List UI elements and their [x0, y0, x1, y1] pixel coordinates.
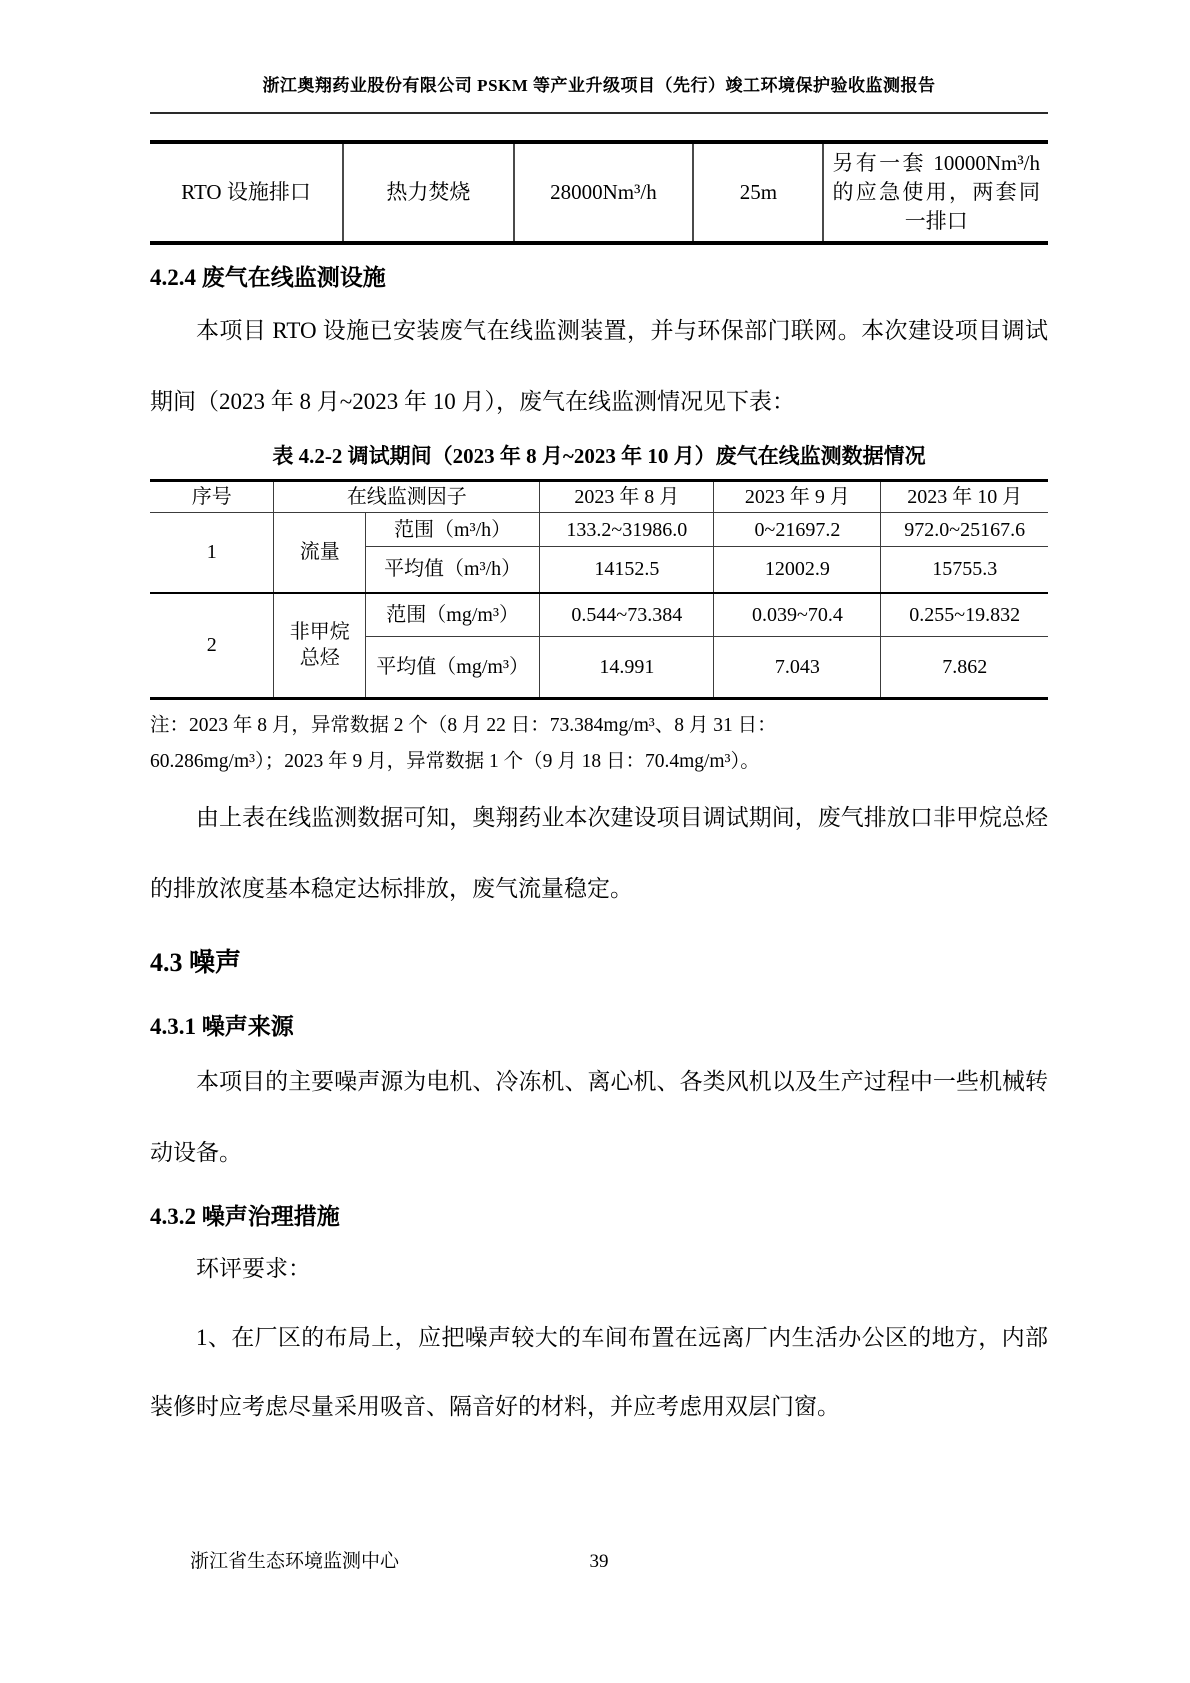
table-note-line: 60.286mg/m³）；2023 年 9 月，异常数据 1 个（9 月 18 日：70.4mg/m³）。	[150, 751, 760, 772]
eia-requirement-intro: 环评要求：	[196, 1256, 311, 1281]
value-oct-cell: 7.862	[881, 637, 1048, 699]
page-footer	[150, 1549, 1048, 1575]
footer-page-number: 39	[589, 1551, 609, 1572]
value-aug-cell: 0.544~73.384	[540, 593, 714, 637]
flowrate-cell: 28000Nm³/h	[514, 142, 694, 243]
section-heading-4-3-1: 4.3.1 噪声来源	[150, 1014, 294, 1039]
metric-label-cell: 平均值（m³/h）	[366, 547, 540, 593]
col-header-sep: 2023 年 9 月	[714, 481, 881, 513]
value-sep-cell: 12002.9	[714, 547, 881, 593]
metric-label-cell: 范围（mg/m³）	[366, 593, 540, 637]
analysis-paragraph: 由上表在线监测数据可知，奥翔药业本次建设项目调试期间，废气排放口非甲烷总烃的排放浓度基本稳定达标排放，废气流量稳定。	[150, 805, 1048, 901]
table-row	[150, 142, 1048, 243]
table-row	[150, 593, 1048, 637]
value-aug-cell: 14152.5	[540, 547, 714, 593]
treatment-cell: 热力焚烧	[343, 142, 514, 243]
value-sep-cell: 7.043	[714, 637, 881, 699]
stack-height-cell: 25m	[693, 142, 823, 243]
section-4-3-1-paragraph: 本项目的主要噪声源为电机、冷冻机、离心机、各类风机以及生产过程中一些机械转动设备。	[150, 1069, 1048, 1165]
table-note-line: 注：2023 年 8 月，异常数据 2 个（8 月 22 日：73.384mg/m³、8 月 31 日：	[150, 715, 777, 736]
value-sep-cell: 0.039~70.4	[714, 593, 881, 637]
outlet-continuation-table	[150, 140, 1048, 245]
footer-institution: 浙江省生态环境监测中心	[190, 1551, 400, 1572]
outlet-name-cell: RTO 设施排口	[181, 180, 311, 204]
eia-requirement-item-1: 1、在厂区的布局上，应把噪声较大的车间布置在远离厂内生活办公区的地方，内部装修时应考虑尽量采用吸音、隔音好的材料，并应考虑用双层门窗。	[150, 1325, 1048, 1419]
table-caption: 表 4.2-2 调试期间（2023 年 8 月~2023 年 10 月）废气在线监测数据情况	[272, 444, 926, 468]
value-aug-cell: 14.991	[540, 637, 714, 699]
value-aug-cell: 133.2~31986.0	[540, 513, 714, 547]
col-header-no: 序号	[150, 481, 274, 513]
section-4-2-4-paragraph: 本项目 RTO 设施已安装废气在线监测装置，并与环保部门联网。本次建设项目调试期间（2023 年 8 月~2023 年 10 月），废气在线监测情况见下表：	[150, 318, 1048, 414]
row-number-cell: 1	[150, 513, 274, 593]
row-number-cell: 2	[150, 593, 274, 699]
page-header-title: 浙江奥翔药业股份有限公司 PSKM 等产业升级项目（先行）竣工环境保护验收监测报告	[150, 0, 1048, 114]
value-oct-cell: 972.0~25167.6	[881, 513, 1048, 547]
remark-cell: 另有一套 10000Nm³/h 的应急使用，两套同一排口	[823, 142, 1048, 243]
table-note	[150, 708, 1048, 780]
value-oct-cell: 0.255~19.832	[881, 593, 1048, 637]
col-header-aug: 2023 年 8 月	[540, 481, 714, 513]
value-oct-cell: 15755.3	[881, 547, 1048, 593]
table-header-row	[150, 481, 1048, 513]
value-sep-cell: 0~21697.2	[714, 513, 881, 547]
online-monitoring-table	[150, 479, 1048, 700]
section-heading-4-2-4: 4.2.4 废气在线监测设施	[150, 265, 386, 290]
section-heading-4-3-2: 4.3.2 噪声治理措施	[150, 1204, 340, 1229]
factor-cell: 流量	[274, 513, 366, 593]
metric-label-cell: 范围（m³/h）	[366, 513, 540, 547]
col-header-factor: 在线监测因子	[274, 481, 540, 513]
col-header-oct: 2023 年 10 月	[881, 481, 1048, 513]
metric-label-cell: 平均值（mg/m³）	[366, 637, 540, 699]
factor-cell: 非甲烷总烃	[274, 593, 366, 699]
section-heading-4-3: 4.3 噪声	[150, 948, 242, 977]
table-row	[150, 513, 1048, 547]
